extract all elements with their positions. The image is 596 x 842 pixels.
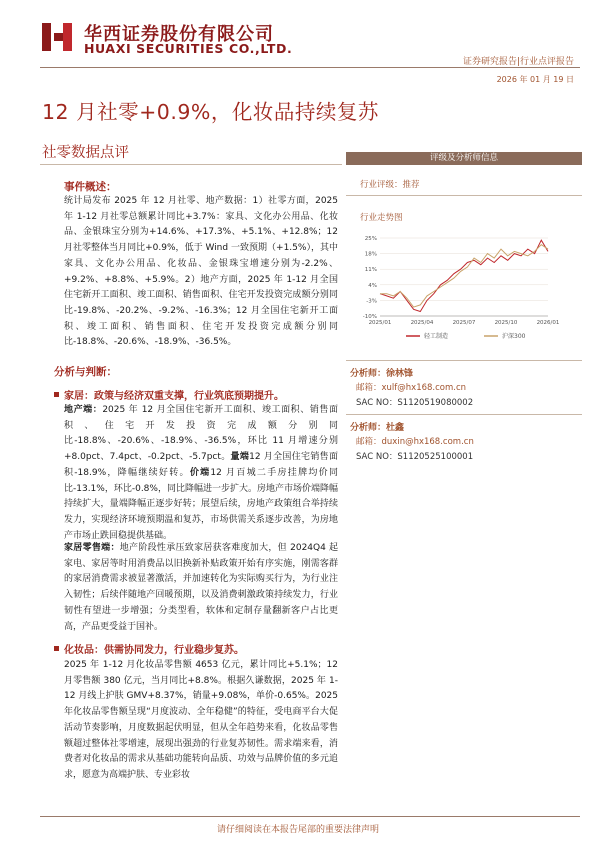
cosmetics-bullet [54, 641, 244, 656]
analyst-divider [346, 360, 582, 361]
company-name-en: HUAXI SECURITIES CO.,LTD. [84, 41, 293, 56]
x-tick-label: 2025/07 [452, 320, 476, 326]
analyst-1-email: 邮箱：xulf@hx168.com.cn [356, 383, 467, 393]
y-tick-label: 25% [364, 236, 377, 242]
analyst-2: 分析师：杜鑫 [350, 423, 405, 433]
analyst-info-bar: 评级及分析师信息 [346, 152, 582, 165]
x-tick-label: 2025/10 [494, 320, 518, 326]
x-tick-label: 2026/01 [536, 320, 560, 326]
y-tick-label: 4% [368, 282, 377, 289]
industry-trend-chart [356, 232, 560, 362]
bullet-square-icon [54, 392, 59, 397]
analyst-1: 分析师：徐林锋 [350, 369, 414, 379]
report-type: 证券研究报告|行业点评报告 [462, 57, 574, 67]
analyst-1-name: 徐林锋 [386, 369, 414, 379]
home-bullet-text: 家居：政策与经济双重支撑，行业筑底预期提升。 [64, 391, 284, 402]
analyst-divider [346, 414, 582, 415]
y-tick-label: 18% [364, 251, 377, 258]
report-title: 12 月社零+0.9%，化妆品持续复苏 [42, 100, 379, 124]
home-paragraph-2: 家居零售端：地产阶段性承压致家居获客难度加大，但 2024Q4 起家电、家居等时用消费品以旧换新补贴政策开始有序实施，刚需客群的家居消费需求被显著激活，并加速转化为实际购买行为，为行业注入韧性；后续伴随地产回暖预期，以及消费刺激政策持续发力，行业韧性有望进一步增强；分类型看，软体和定制存量翻新客户占比更高，产品更受益于国补。 [64, 543, 338, 632]
trend-chart-label: 行业走势图 [360, 213, 403, 223]
cosmetics-bullet-text: 化妆品：供需协同发力，行业稳步复苏。 [64, 645, 244, 656]
industry-rating: 行业评级：推荐 [360, 180, 420, 190]
legend-label: 沪深300 [502, 333, 526, 340]
legend-label: 轻工制造 [424, 333, 449, 340]
y-tick-label: 11% [364, 267, 377, 274]
header-divider [40, 67, 580, 68]
summary-text: 统计局发布 2025 年 12 月社零、地产数据：1）社零方面，2025 年 1-12 月社零总额累计同比+3.7%：家具、文化办公用品、化妆品、金银珠宝分别为+14.6%、+17.3%、+5.1%、+12.8%；12 月社零整体当月同比+0.9%，低于 Wind 一致预期（+1.5%），其中家具、文化办公用品、化妆品、金银珠宝增速分别为-2.2%、+9.2%、+8.8%、+5.9%。2）地产方面，2025 年 1-12 月全国住宅新开工面积、竣工面积、销售面积、住宅开发投资完成额分别同比-19.8%、-20.2%、-9.2%、-16.3%；12 月全国住宅新开工面积、竣工面积、销售面积、住宅开发投资完成额分别同比-18.8%、-20.6%、-18.9%、-36.5%。 [64, 196, 338, 348]
company-name-cn: 华西证券股份有限公司 [84, 24, 274, 45]
analysis-heading: 分析与判断： [54, 366, 117, 378]
series-line-0 [380, 240, 548, 311]
y-tick-label: -10% [362, 314, 377, 320]
home-paragraph-1: 地产端：2025 年 12 月全国住宅新开工面积、竣工面积、销售面积、住宅开发投资完成额分别同比-18.8%、-20.6%、-18.9%、-36.5%，环比 11 月增速分别+8.0pct、7.4pct、-0.2pct、-5.7pct。量端12 月全国住宅销售面积-18.9%，降幅继续好转。价端12 月百城二手房挂牌均价同比-13.1%，环比-0.8%，同比降幅进一步扩大。房地产市场价端降幅持续扩大，量端降幅正逐步好转；展望后续，房地产政策组合举持续发力，实现经济环境预期温和复苏，市场供需关系逐步改善，为房地产市场止跌回稳提供基础。 [64, 405, 338, 541]
analyst-1-email-link[interactable]: xulf@hx168.com.cn [381, 383, 467, 393]
home-bullet [54, 387, 284, 402]
bullet-square-icon [54, 646, 59, 651]
price-label: 价端 [189, 467, 211, 478]
section-title: 社零数据点评 [42, 145, 129, 161]
property-label: 地产端： [64, 405, 103, 415]
analyst-1-sac: SAC NO：S1120519080002 [356, 398, 474, 408]
retail-label: 家居零售端： [64, 543, 120, 553]
footer-divider [40, 816, 580, 817]
cosmetics-paragraph: 2025 年 1-12 月化妆品零售额 4653 亿元，累计同比+5.1%；12 月零售额 380 亿元，当月同比+8.8%。根据久谦数据，2025 年 1-12 月线上护肤 GMV+8.37%，销量+9.08%，单价-0.65%。2025 年化妆品零售额呈现“月度波动、全年稳健”的特征，受电商平台大促活动节奏影响，月度数据起伏明显，但从全年趋势来看，化妆品零售额超过整体社零增速，展现出强劲的行业复苏韧性。需求端来看，消费者对化妆品的需求从基础功能转向品质、功效与品牌价值的多元追求，愿意为高端护肤、专业彩妆 [64, 660, 338, 780]
section-divider [40, 164, 342, 165]
rating-divider [346, 195, 582, 196]
huaxi-logo-icon [42, 23, 72, 51]
report-date: 2026 年 01 月 19 日 [496, 75, 574, 84]
volume-label: 量端 [230, 452, 250, 463]
analyst-2-name: 杜鑫 [386, 423, 405, 433]
y-tick-label: -3% [366, 298, 377, 305]
analyst-2-sac: SAC NO：S1120525100001 [356, 452, 474, 462]
x-tick-label: 2025/01 [368, 320, 392, 326]
analyst-2-email-link[interactable]: duxin@hx168.com.cn [381, 437, 474, 447]
legal-notice: 请仔细阅读在本报告尾部的重要法律声明 [216, 825, 379, 835]
analyst-2-email: 邮箱：duxin@hx168.com.cn [356, 437, 474, 447]
summary-heading: 事件概述： [64, 181, 117, 193]
x-tick-label: 2025/04 [410, 320, 434, 326]
